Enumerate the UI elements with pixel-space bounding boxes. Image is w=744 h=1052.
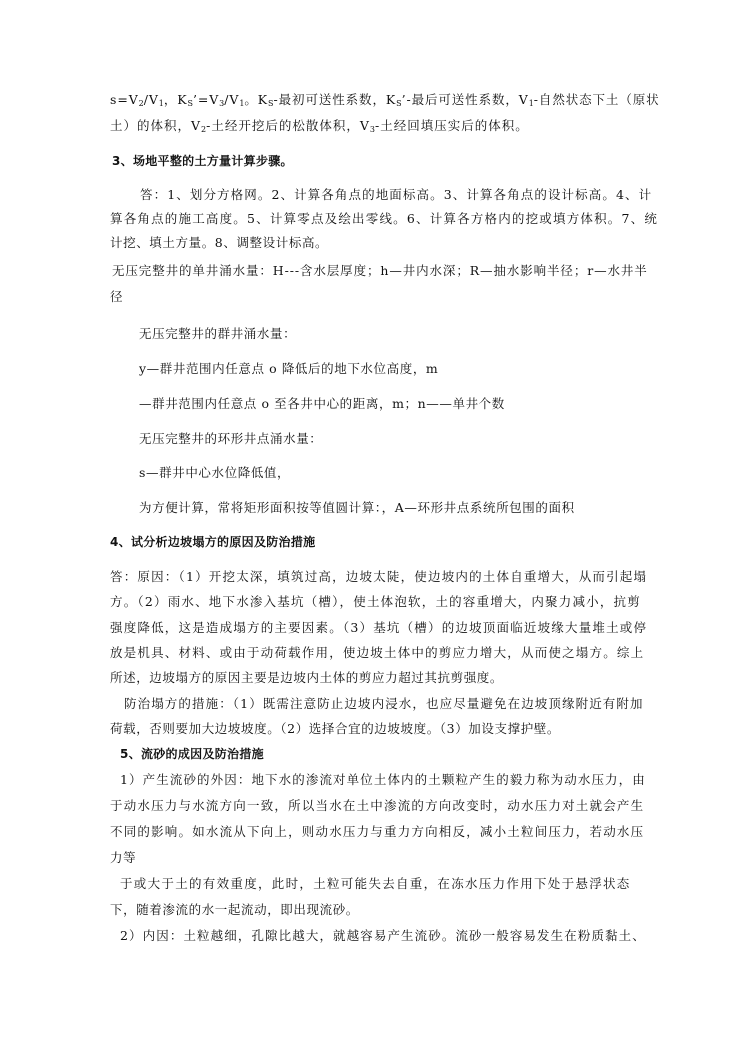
formula-caption: —群井范围内任意点 o 至各井中心的距离，m；n——单井个数 [139,396,505,411]
subscript: S [268,99,274,108]
paragraph-line: 算各角点的施工高度。5、计算零点及绘出零线。6、计算各方格内的挖或填方体积。7、统 [110,211,659,226]
paragraph-line: 所述，边坡塌方的原因主要是边坡内土体的剪应力超过其抗剪强度。 [110,670,504,685]
formula-caption: s—群井中心水位降低值， [139,465,291,480]
text-run: s=V [110,92,139,107]
formula-caption: y—群井范围内任意点 o 降低后的地下水位高度，m [139,361,439,376]
section-heading-3: 3、场地平整的土方量计算步骤。 [112,154,293,168]
text-run: 。K [244,92,269,107]
text-run: ’-最后可送性系数，V [401,92,529,107]
paragraph-line: 无压完整井的单井涌水量：H---含水层厚度；h—井内水深；R—抽水影响半径；r—水井半 [112,263,648,278]
section-heading-5: 5、流砂的成因及防治措施 [120,747,264,761]
subscript: S [187,99,193,108]
formula-line-1 [110,91,660,113]
paragraph-line: 力等 [110,850,137,865]
text-run: /V [143,92,159,107]
section-heading-4: 4、试分析边坡塌方的原因及防治措施 [110,535,316,549]
subscript: 1 [528,99,534,108]
text-run: -最初可送性系数，K [273,92,397,107]
subscript: 3 [219,99,225,108]
paragraph-line: 于动水压力与水流方向一致，所以当水在土中渗流的方向改变时，动水压力对土就会产生 [110,798,645,813]
formula-caption: 无压完整井的环形井点涌水量： [139,431,323,446]
text-run: 土）的体积，V [110,118,202,133]
text-run: ’=V [192,92,220,107]
paragraph-line: 不同的影响。如水流从下向上，则动水压力与重力方向相反，减小土粒间压力，若动水压 [110,824,645,839]
subscript: 1 [239,99,245,108]
paragraph-line: 径 [110,289,124,304]
subscript: 1 [158,99,164,108]
formula-line-2 [110,117,529,139]
text-run: /V [224,92,240,107]
paragraph-line: 荷载，否则要加大边坡坡度。（2）选择合宜的边坡坡度。（3）加设支撑护壁。 [110,721,561,736]
paragraph-line: 方。（2）雨水、地下水渗入基坑（槽），使土体泡软，土的容重增大，内聚力减小，抗剪 [110,594,641,609]
paragraph-line: 下，随着渗流的水一起流动，即出现流砂。 [110,902,359,917]
text-run: ，K [163,92,188,107]
paragraph-line: 2）内因：土粒越细，孔隙比越大，就越容易产生流砂。流砂一般容易发生在粉质黏土、 [120,928,646,943]
paragraph-line: 计挖、填土方量。8、调整设计标高。 [110,235,329,250]
text-run: -土经开挖后的松散体积，V [206,118,370,133]
subscript: 2 [138,99,144,108]
formula-caption: 为方便计算，常将矩形面积按等值圆计算：，A—环形井点系统所包围的面积 [139,500,575,515]
text-run: -土经回填压实后的体积。 [374,118,529,133]
paragraph-line: 答：原因：（1）开挖太深，填筑过高，边坡太陡，使边坡内的土体自重增大，从而引起塌 [110,569,648,584]
paragraph-line: 强度降低，这是造成塌方的主要因素。（3）基坑（槽）的边坡顶面临近坡缘大量堆土或停 [110,620,648,635]
text-run: -自然状态下土（原状 [533,92,660,107]
subscript: 3 [369,125,375,134]
paragraph-line: 防治塌方的措施：（1）既需注意防止边坡内浸水，也应尽量避免在边坡顶缘附近有附加 [124,696,644,711]
paragraph-line: 于或大于土的有效重度，此时，土粒可能失去自重，在冻水压力作用下处于悬浮状态 [120,876,631,891]
paragraph-line: 1）产生流砂的外因：地下水的渗流对单位土体内的土颗粒产生的毅力称为动水压力，由 [120,772,646,787]
paragraph-line: 放是机具、材料、或由于动荷载作用，使边坡土体中的剪应力增大，从而使之塌方。综上 [110,645,645,660]
paragraph-line: 答：1、划分方格网。2、计算各角点的地面标高。3、计算各角点的设计标高。4、计 [140,187,653,202]
formula-caption: 无压完整井的群井涌水量： [139,326,297,341]
subscript: S [396,99,402,108]
subscript: 2 [201,125,207,134]
